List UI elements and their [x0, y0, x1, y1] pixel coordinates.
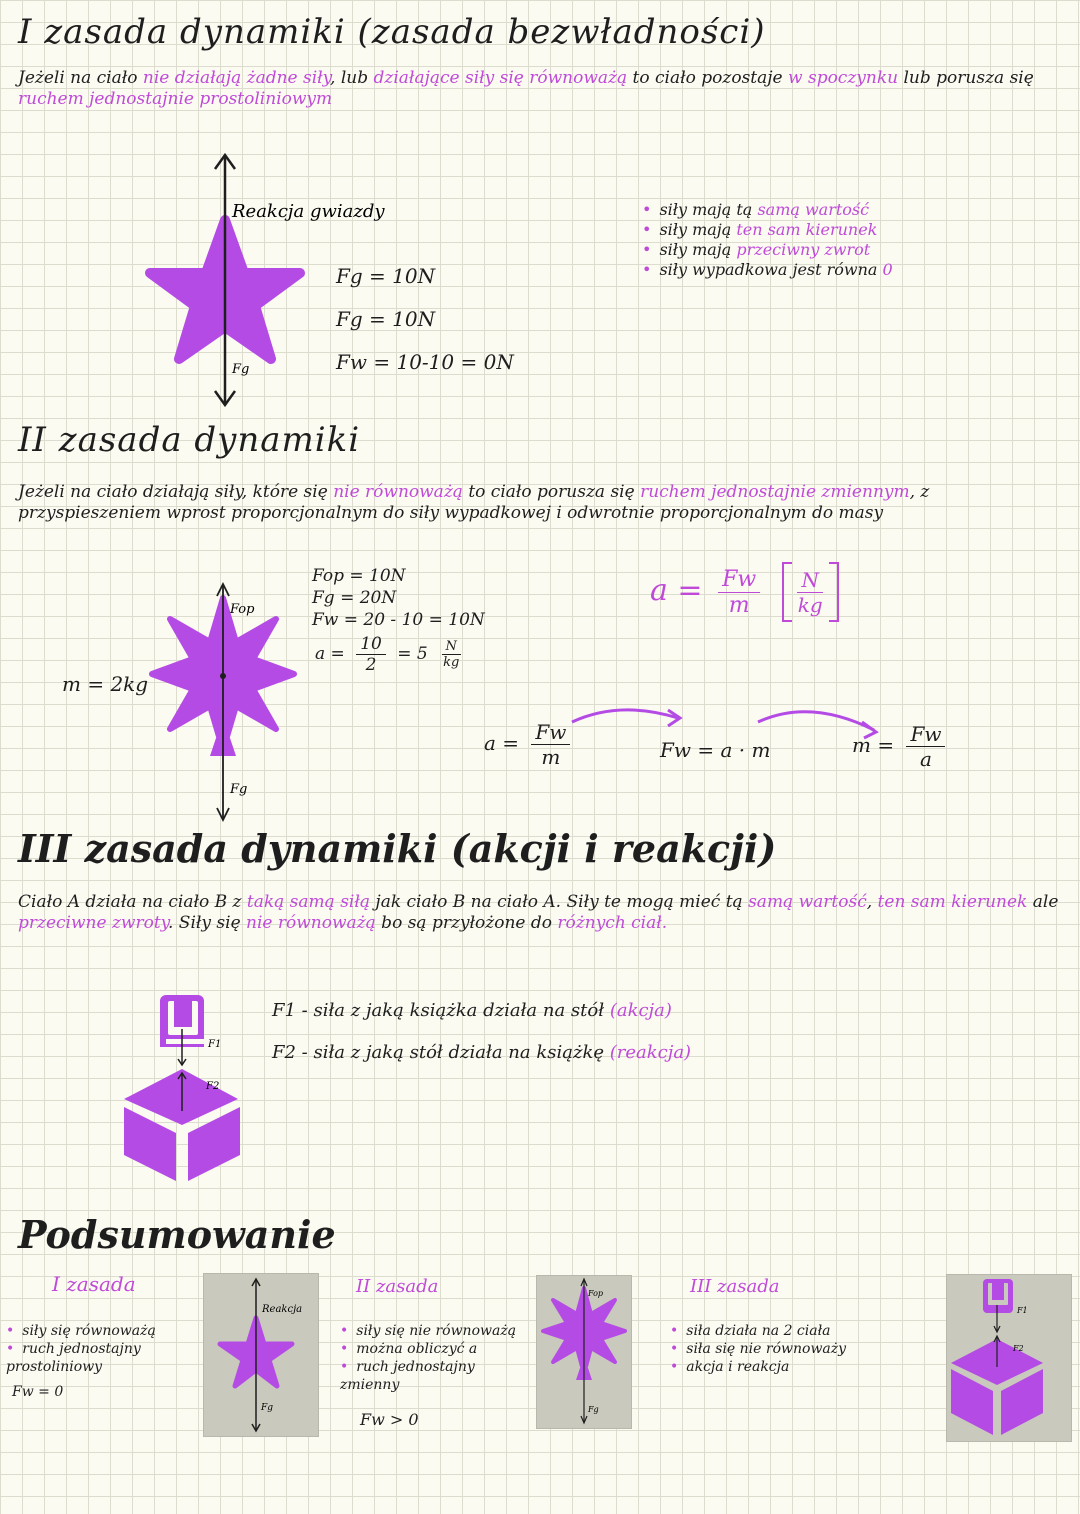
- thumb-fop-label: Fop: [588, 1289, 604, 1298]
- summary-col2-fw: Fw > 0: [360, 1410, 419, 1429]
- text-span: ,: [866, 892, 878, 912]
- fg-label: Fg: [230, 782, 248, 797]
- eq-fop: Fop = 10N: [312, 566, 406, 586]
- section2-paragraph: [18, 482, 1063, 524]
- highlight-span: przeciwne zwroty: [18, 913, 168, 933]
- list-item: • siły mają przeciwny zwrot: [642, 240, 893, 260]
- summary-col3-title: III zasada: [690, 1276, 780, 1297]
- text-span: , z przyspieszeniem wprost proporcjonalnym do siły wypadkowej i odwrotnie proporcjonalnym do masy: [18, 482, 930, 523]
- highlight-span: nie równoważą: [333, 482, 463, 502]
- text-span: lub porusza się: [898, 68, 1034, 88]
- thumb-fg-label: Fg: [261, 1403, 274, 1413]
- list-item: • siły mają ten sam kierunek: [642, 220, 893, 240]
- text-span: . Siły się: [168, 913, 247, 933]
- list-item: • siły się nie równoważą: [340, 1322, 530, 1340]
- f2-description: F2 - siła z jaką stół działa na książkę (reakcja): [272, 1042, 692, 1063]
- eq-fw: Fw = 10-10 = 0N: [336, 350, 514, 374]
- eq-fw: Fw = 20 - 10 = 10N: [312, 610, 485, 630]
- section3-title: III zasada dynamiki (akcji i reakcji): [18, 826, 777, 871]
- book-cube-thumb: [947, 1275, 1071, 1441]
- highlight-span: nie równoważą: [246, 913, 376, 933]
- text-span: , lub: [330, 68, 374, 88]
- list-item: • można obliczyć a: [340, 1340, 530, 1358]
- text-span: Ciało A działa na ciało B z: [18, 892, 247, 912]
- summary-thumb-1: [203, 1273, 319, 1437]
- list-item: • siły wypadkowa jest równa 0: [642, 260, 893, 280]
- text-span: ale: [1027, 892, 1059, 912]
- formula-fw: Fw = a · m: [660, 738, 771, 762]
- text-span: Jeżeli na ciało działają siły, które się: [18, 482, 334, 502]
- book-table-diagram: [110, 985, 270, 1185]
- highlight-span: w spoczynku: [788, 68, 899, 88]
- list-item: • ruch jednostajny prostoliniowy: [6, 1340, 196, 1376]
- summary-col1-fw: Fw = 0: [12, 1384, 64, 1400]
- list-item: • akcja i reakcja: [670, 1358, 940, 1376]
- thumb-fg-label: Fg: [588, 1405, 599, 1414]
- section2-title: II zasada dynamiki: [18, 420, 361, 460]
- curved-arrow-icon: [572, 710, 678, 722]
- text-span: to ciało porusza się: [462, 482, 641, 502]
- f1-description: F1 - siła z jaką książka działa na stół (akcja): [272, 1000, 672, 1021]
- highlight-span: działające siły się równoważą: [373, 68, 628, 88]
- eq-fg: Fg = 10N: [336, 264, 436, 288]
- formula-m: m = $\frac{Fw}{a}$: [852, 722, 951, 771]
- thumb-f1-label: F1: [1017, 1306, 1028, 1315]
- text-span: to ciało pozostaje: [627, 68, 789, 88]
- text-span: Jeżeli na ciało: [18, 68, 143, 88]
- eight-point-star-thumb: [537, 1276, 631, 1428]
- fg-label: Fg: [232, 362, 250, 377]
- section1-bullets: [642, 200, 893, 280]
- eq-fr: Fg = 10N: [336, 307, 436, 331]
- list-item: • siły się równoważą: [6, 1322, 196, 1340]
- reaction-label: Reakcja gwiazdy: [232, 201, 385, 222]
- list-item: • siła się nie równoważy: [670, 1340, 940, 1358]
- section1-title: I zasada dynamiki (zasada bezwładności): [18, 12, 766, 52]
- eq-fg: Fg = 20N: [312, 588, 397, 608]
- summary-thumb-3: [946, 1274, 1072, 1442]
- summary-title: Podsumowanie: [18, 1212, 336, 1257]
- mass-label: m = 2kg: [62, 672, 149, 696]
- eq-acceleration: a = $\frac{10}{2}$ = 5 $\frac{N}{kg}$: [315, 634, 460, 675]
- star-thumb: [204, 1274, 318, 1436]
- big-formula-acceleration: a = $\frac{Fw}{m}$ $\frac{N}{kg}$: [650, 562, 839, 622]
- transform-arrows: [560, 700, 900, 740]
- summary-col2-title: II zasada: [356, 1276, 439, 1297]
- summary-col2-list: [340, 1322, 530, 1394]
- list-item: • siły mają tą samą wartość: [642, 200, 893, 220]
- summary-col1-list: [6, 1322, 196, 1376]
- center-point: [220, 673, 226, 679]
- section3-paragraph: [18, 892, 1063, 934]
- summary-col3-list: [670, 1322, 940, 1376]
- eight-point-star-diagram: [140, 578, 310, 828]
- f1-tag: F1: [208, 1039, 222, 1050]
- formula-a: a = $\frac{Fw}{m}$: [484, 720, 576, 769]
- highlight-span: ten sam kierunek: [877, 892, 1028, 912]
- highlight-span: nie działają żadne siły: [142, 68, 331, 88]
- text-span: bo są przyłożone do: [375, 913, 558, 933]
- curved-arrow-icon: [758, 712, 874, 730]
- highlight-span: ruchem jednostajnie zmiennym: [640, 482, 910, 502]
- summary-thumb-2: [536, 1275, 632, 1429]
- fop-label: Fop: [230, 602, 255, 617]
- section1-paragraph: [18, 68, 1058, 110]
- highlight-span: samą wartość: [748, 892, 867, 912]
- thumb-f2-label: F2: [1013, 1344, 1024, 1353]
- highlight-span: taką samą siłą: [246, 892, 371, 912]
- f2-tag: F2: [206, 1081, 220, 1092]
- highlight-span: różnych ciał.: [557, 913, 668, 933]
- summary-col1-title: I zasada: [52, 1272, 136, 1296]
- list-item: • siła działa na 2 ciała: [670, 1322, 940, 1340]
- thumb-reaction-label: Reakcja: [262, 1304, 303, 1315]
- list-item: • ruch jednostajny zmienny: [340, 1358, 530, 1394]
- highlight-span: ruchem jednostajnie prostoliniowym: [18, 89, 333, 109]
- text-span: jak ciało B na ciało A. Siły te mogą mieć tą: [370, 892, 749, 912]
